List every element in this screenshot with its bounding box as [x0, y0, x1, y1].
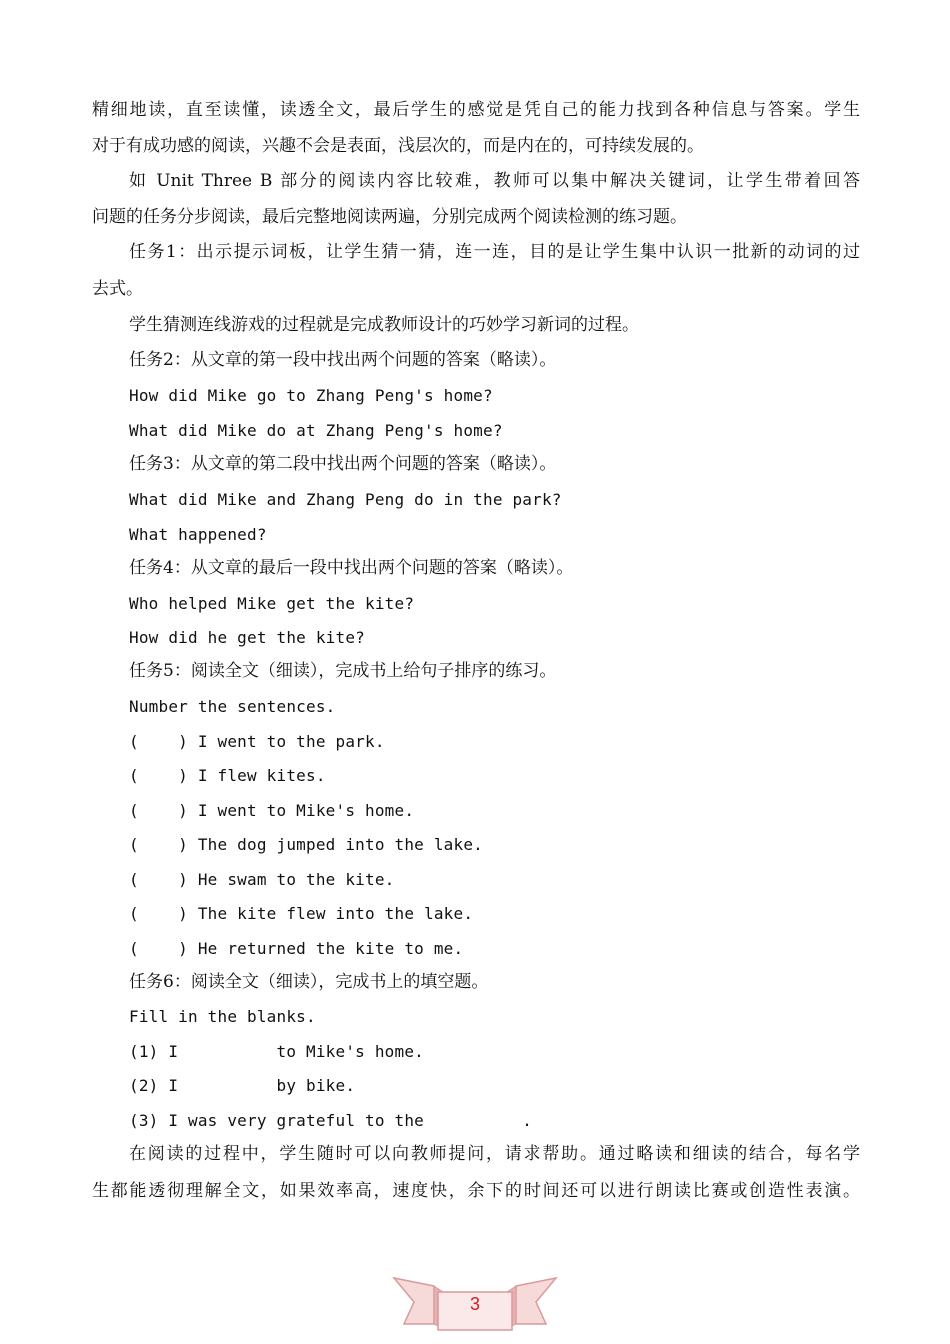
fill-blank-item: (1) I to Mike's home.	[129, 1042, 424, 1061]
question: What did Mike and Zhang Peng do in the park?	[129, 490, 562, 509]
ordering-item: ( ) He returned the kite to me.	[129, 939, 464, 958]
page-number: 3	[469, 1294, 480, 1314]
task-heading: 任务3：从文章的第二段中找出两个问题的答案（略读）。	[129, 454, 557, 474]
page-number-ribbon	[392, 1272, 558, 1332]
ordering-item: ( ) The dog jumped into the lake.	[129, 835, 483, 854]
instruction: Fill in the blanks.	[129, 1007, 316, 1026]
task-heading: 任务2：从文章的第一段中找出两个问题的答案（略读）。	[129, 350, 557, 370]
question: What did Mike do at Zhang Peng's home?	[129, 421, 503, 440]
paragraph-line: 精细地读，直至读懂，读透全文，最后学生的感觉是凭自己的能力找到各种信息与答案。学生	[92, 100, 860, 120]
fill-blank-item: (2) I by bike.	[129, 1076, 356, 1095]
paragraph-line: 任务1：出示提示词板，让学生猜一猜，连一连，目的是让学生集中认识一批新的动词的过	[129, 242, 860, 262]
ordering-item: ( ) He swam to the kite.	[129, 870, 395, 889]
question: Who helped Mike get the kite?	[129, 594, 415, 613]
paragraph-line: 学生猜测连线游戏的过程就是完成教师设计的巧妙学习新词的过程。	[129, 315, 639, 335]
fill-blank-item: (3) I was very grateful to the .	[129, 1111, 533, 1130]
paragraph-line: 如 Unit Three B 部分的阅读内容比较难，教师可以集中解决关键词，让学生带着回答	[129, 171, 860, 191]
ordering-item: ( ) I went to the park.	[129, 732, 385, 751]
paragraph-line: 在阅读的过程中，学生随时可以向教师提问，请求帮助。通过略读和细读的结合，每名学	[129, 1144, 860, 1164]
ordering-item: ( ) I flew kites.	[129, 766, 326, 785]
paragraph-line: 生都能透彻理解全文，如果效率高，速度快，余下的时间还可以进行朗读比赛或创造性表演。	[92, 1181, 860, 1201]
paragraph-line: 去式。	[92, 279, 143, 299]
question: How did he get the kite?	[129, 628, 365, 647]
question: How did Mike go to Zhang Peng's home?	[129, 386, 493, 405]
ordering-item: ( ) I went to Mike's home.	[129, 801, 415, 820]
task-heading: 任务4：从文章的最后一段中找出两个问题的答案（略读）。	[129, 558, 574, 578]
question: What happened?	[129, 525, 267, 544]
task-heading: 任务5：阅读全文（细读），完成书上给句子排序的练习。	[129, 661, 557, 681]
paragraph-line: 对于有成功感的阅读，兴趣不会是表面，浅层次的，而是内在的，可持续发展的。	[92, 136, 704, 156]
task-heading: 任务6：阅读全文（细读），完成书上的填空题。	[129, 972, 489, 992]
ordering-item: ( ) The kite flew into the lake.	[129, 904, 474, 923]
instruction: Number the sentences.	[129, 697, 336, 716]
paragraph-line: 问题的任务分步阅读，最后完整地阅读两遍，分别完成两个阅读检测的练习题。	[92, 207, 687, 227]
